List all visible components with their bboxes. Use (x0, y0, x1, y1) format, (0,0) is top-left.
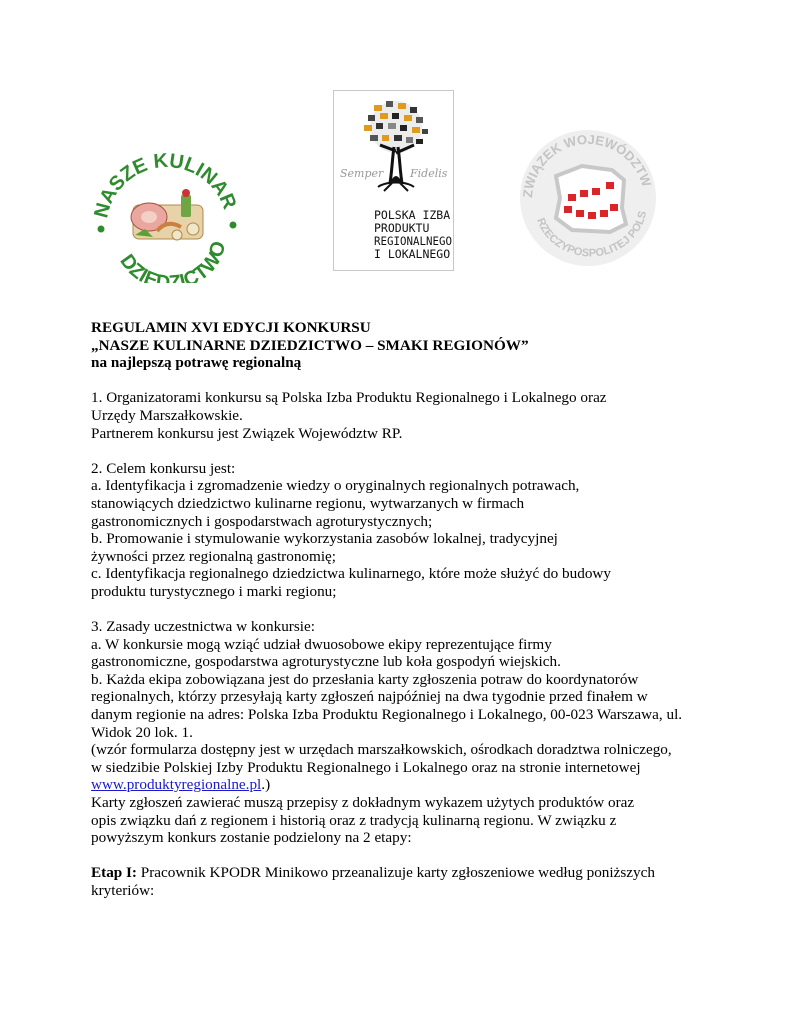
doc-title: REGULAMIN XVI EDYCJI KONKURSU (91, 319, 371, 336)
section2-line: c. Identyfikacja regionalnego dziedzictwa kulinarnego, które może służyć do budowy (91, 565, 611, 583)
section2-line: żywności przez regionalną gastronomię; (91, 547, 337, 565)
section2-line: b. Promowanie i stymulowanie wykorzystania zasobów lokalnej, tradycyjnej (91, 530, 558, 548)
link-suffix: .) (261, 776, 271, 794)
section2-line: produktu turystycznego i marki regionu; (91, 582, 337, 600)
section2-line: stanowiących dziedzictwo kulinarne regionu, wytwarzanych w firmach (91, 494, 525, 512)
food-illustration (131, 189, 203, 240)
section3-line: (wzór formularza dostępny jest w urzędach marszałkowskich, ośrodkach doradztwa rolniczego, (91, 741, 672, 759)
section2-line: 2. Celem konkursu jest: (91, 459, 236, 477)
section1-line: Urzędy Marszałkowskie. (91, 406, 243, 424)
svg-text:DZIEDZICTWO (115, 239, 230, 283)
section3-line: 3. Zasady uczestnictwa w konkursie: (91, 618, 315, 636)
pipr-logo (333, 90, 454, 271)
section1-line: 1. Organizatorami konkursu są Polska Izba Produktu Regionalnego i Lokalnego oraz (91, 389, 607, 407)
section3-line: gastronomiczne, gospodarstwa agroturystyczne lub koła gospodyń wiejskich. (91, 653, 561, 671)
logo-bottom-text: DZIEDZICTWO (115, 238, 231, 283)
motto-left: Semper (340, 167, 384, 180)
logo-dot-icon (230, 222, 237, 229)
zw-bottom-text: RZECZYPOSPOLITEJ POLS (534, 209, 650, 260)
etap-label: Etap I: (91, 864, 137, 882)
pipr-name-line: REGIONALNEGO (374, 234, 453, 248)
etap-line-2: kryteriów: (91, 882, 155, 899)
section3-line: w siedzibie Polskiej Izby Produktu Regionalnego i Lokalnego oraz na stronie internetowej (91, 758, 641, 776)
zw-top-text: ZWIĄZEK WOJEWÓDZTW (519, 131, 655, 199)
section2-line: gastronomicznych i gospodarstwach agroturystycznych; (91, 512, 433, 530)
section3-line: a. W konkursie mogą wziąć udział dwuosobowe ekipy reprezentujące firmy (91, 635, 552, 653)
section3-tail-line: Karty zgłoszeń zawierać muszą przepisy z dokładnym wykazem użytych produktów oraz (91, 794, 635, 812)
pipr-name-line: PRODUKTU (374, 221, 430, 235)
section3-tail-line: powyższym konkurs zostanie podzielony na 2 etapy: (91, 829, 412, 847)
etap-text: Pracownik KPODR Minikowo przeanalizuje karty zgłoszeniowe według poniższych (137, 864, 655, 882)
doc-subtitle: „NASZE KULINARNE DZIEDZICTWO – SMAKI REGIONÓW” (91, 336, 529, 354)
nasze-kulinarne-logo (85, 143, 247, 283)
section3-line: regionalnych, którzy przesyłają karty zgłoszeń najpóźniej na dwa tygodnie przed finałem w (91, 688, 648, 706)
section3-line: b. Każda ekipa zobowiązana jest do przesłania karty zgłoszenia potraw do koordynatorów (91, 670, 639, 688)
section3-tail-line: opis związku dań z regionem i historią oraz z tradycją kulinarną regionu. W związku z (91, 811, 617, 829)
logo-top-text: NASZE KULINAR (90, 149, 241, 221)
section2-line: a. Identyfikacja i zgromadzenie wiedzy o oryginalnych regionalnych potrawach, (91, 477, 580, 495)
link-line (91, 776, 731, 794)
logo-dot-icon (98, 226, 105, 233)
regulamin-document (91, 319, 731, 900)
pipr-name-line: I LOKALNEGO (374, 247, 451, 261)
section3-line: Widok 20 lok. 1. (91, 723, 193, 741)
pipr-name-line: POLSKA IZBA (374, 208, 451, 222)
doc-subtitle-2: na najlepszą potrawę regionalną (91, 354, 302, 372)
poland-map-icon (556, 166, 626, 232)
etap-line (91, 864, 731, 882)
section3-line: danym regionie na adres: Polska Izba Produktu Regionalnego i Lokalnego, 00-023 Warszawa, ul. (91, 706, 683, 724)
website-link[interactable]: www.produktyregionalne.pl (91, 776, 262, 794)
zwiazek-wojewodztw-logo (512, 120, 665, 271)
section1-line: Partnerem konkursu jest Związek Województw RP. (91, 424, 403, 442)
motto-right: Fidelis (410, 167, 448, 180)
